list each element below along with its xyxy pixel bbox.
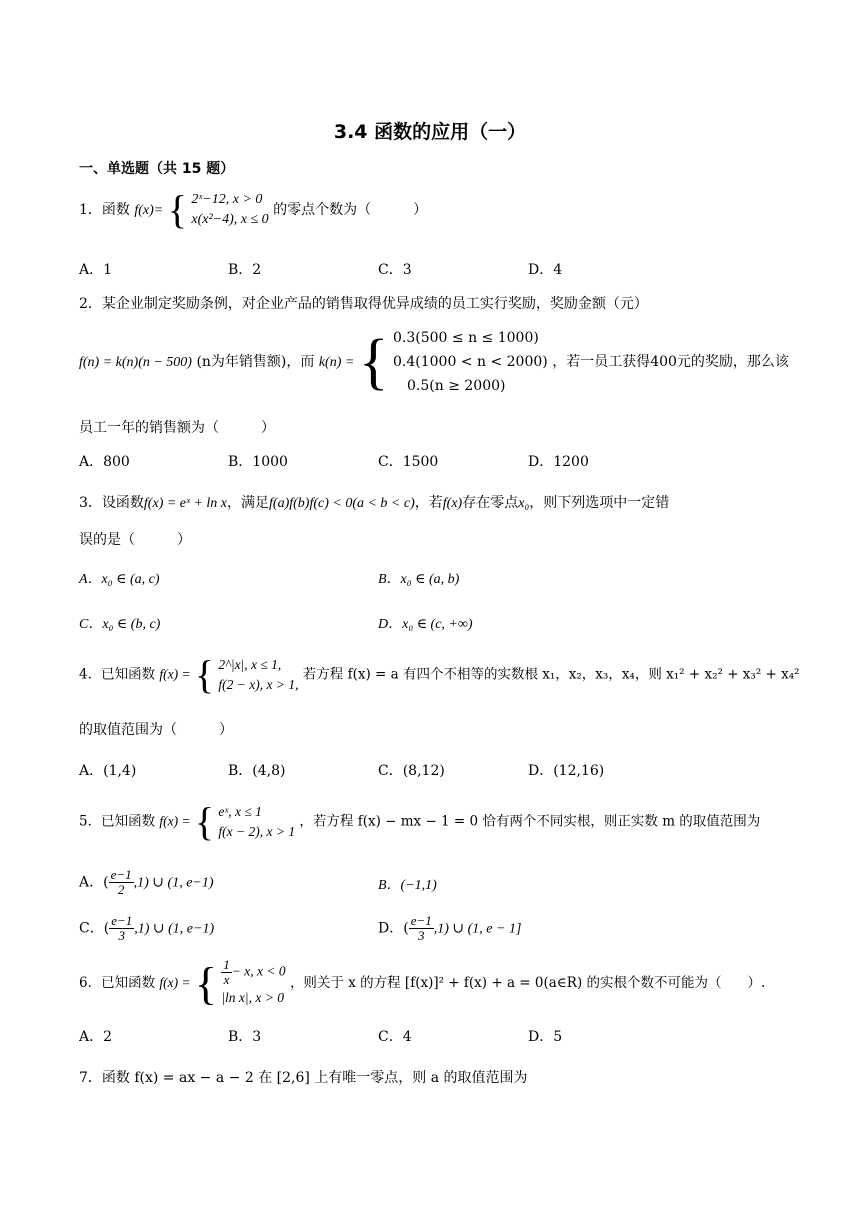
question-2-line-2 (79, 326, 789, 398)
question-6-close: ）. (747, 975, 766, 991)
question-2-cases (393, 326, 548, 398)
question-6-function: f(x) = (159, 975, 191, 990)
question-3-stem: 误的是（ (79, 532, 135, 548)
question-6-option-d: D．5 (528, 1029, 563, 1045)
question-4-close: ） (219, 722, 233, 738)
question-6-cases (221, 958, 285, 1009)
question-5-function: f(x) = (159, 813, 191, 829)
question-6-line-1 (79, 958, 765, 1009)
question-3-fx: f(x) (442, 496, 463, 511)
question-5-option-c-fraction (109, 914, 134, 943)
question-3-text-c: ，若 (414, 495, 443, 511)
question-5-option-d-tail: ,1) ∪ (1, e − 1] (433, 921, 522, 937)
question-6-option-b: B．3 (228, 1029, 262, 1045)
question-2-close: ） (261, 420, 275, 436)
fraction-denominator: 3 (417, 928, 425, 943)
question-6-option-a: A．2 (79, 1029, 113, 1045)
question-4-stem: 的取值范围为（ (79, 722, 177, 738)
question-3-option-d: D．x₀ ∈ (c, +∞) (378, 617, 473, 632)
question-1-function: f(x)= (134, 203, 164, 218)
question-2-stem: 员工一年的销售额为（ (79, 420, 219, 436)
fraction-denominator: x (223, 972, 230, 987)
question-4-number: 4．已知函数 (79, 666, 156, 683)
question-5-option-a: A．( $\frac{e-1}{2}$ ,1) ∪ (1, e−1) (79, 867, 214, 897)
question-3-option-b: B．x₀ ∈ (a, b) (378, 572, 460, 587)
question-3-text-b: ，满足 (227, 495, 270, 511)
question-4-case-1: 2^|x|, x ≤ 1, (218, 657, 282, 672)
question-2-option-b: B．1000 (228, 454, 288, 470)
question-1-option-c: C．3 (378, 262, 412, 278)
question-1-cases (191, 190, 268, 230)
question-4-option-a: A．(1,4) (79, 763, 137, 779)
question-3-option-a: A．x₀ ∈ (a, c) (79, 572, 160, 587)
question-4-line-2 (79, 719, 233, 739)
question-5-option-b: B．(−1,1) (378, 878, 437, 893)
fraction-denominator: 2 (117, 882, 125, 897)
question-5-number: 5．已知函数 (79, 813, 156, 830)
question-3-function: f(x) = eˣ + ln x (143, 496, 228, 511)
question-6-tail: ，则关于 x 的方程 [f(x)]² + f(x) + a = 0(a∈R) 的实根个数不可能为（ (289, 975, 722, 991)
question-1-case-1: 2ˣ−12, x > 0 (191, 192, 263, 207)
question-2-line-3 (79, 417, 275, 437)
question-5-tail: ，若方程 f(x) − mx − 1 = 0 恰有两个不同实根，则正实数 m 的取值范围为 (299, 813, 761, 830)
brace-icon: { (194, 652, 215, 697)
brace-icon: { (194, 799, 215, 844)
question-3-line-1 (79, 492, 669, 512)
question-2-line-1: 2．某企业制定奖励条例，对企业产品的销售取得优异成绩的员工实行奖励，奖励金额（元） (79, 296, 648, 312)
question-6-case-1-tail: − x, x < 0 (231, 963, 286, 979)
question-4-cases (218, 655, 298, 695)
question-2-kn: k(n) = (318, 355, 355, 370)
question-1-close: ） (413, 202, 428, 218)
question-3-line-2 (79, 529, 191, 549)
brace-icon: { (194, 957, 217, 1009)
question-6-option-c: C．4 (378, 1029, 412, 1045)
question-4-option-c: C．(8,12) (378, 763, 445, 779)
question-5-option-d-fraction (409, 914, 434, 943)
fraction-numerator: e−1 (111, 913, 133, 928)
question-5-option-c: C．( $\frac{e-1}{3}$ ,1) ∪ (1, e−1) (79, 913, 215, 943)
question-1-stem: 的零点个数为（ (273, 202, 372, 218)
question-5-line-1 (79, 799, 761, 844)
question-2-mid: (n为年销售额)，而 (196, 354, 315, 370)
question-2-option-a: A．800 (79, 454, 130, 470)
question-3-option-c: C．x₀ ∈ (b, c) (79, 617, 161, 632)
question-5-option-a-fraction (109, 868, 134, 897)
question-5-case-1: eˣ, x ≤ 1 (218, 804, 262, 819)
question-6-case-1-fraction (221, 958, 232, 987)
question-2-formula: f(n) = k(n)(n − 500) (79, 355, 192, 370)
question-3-text-e: ，则下列选项中一定错 (529, 495, 670, 511)
question-4-option-d: D．(12,16) (528, 763, 605, 779)
question-3-x0: x₀ (518, 496, 530, 511)
page-title: 3.4 函数的应用（一） (333, 121, 527, 143)
question-2-case-2: 0.4(1000 < n < 2000) (393, 354, 548, 370)
fraction-denominator: 3 (118, 928, 125, 943)
question-6-case-2: |ln x|, x > 0 (221, 990, 284, 1005)
question-1-case-2: x(x²−4), x ≤ 0 (191, 212, 269, 227)
question-5-cases (218, 802, 295, 842)
question-2-option-c: C．1500 (378, 454, 439, 470)
question-3-condition: f(a)f(b)f(c) < 0(a < b < c) (269, 496, 415, 511)
question-2-case-3: 0.5(n ≥ 2000) (407, 378, 506, 394)
question-4-case-2: f(2 − x), x > 1, (218, 677, 299, 692)
question-4-option-b: B．(4,8) (228, 763, 286, 779)
question-4-line-1 (79, 652, 800, 697)
question-6-case-1 (221, 958, 285, 987)
question-4-function: f(x) = (159, 666, 191, 682)
question-5-option-d: D．( $\frac{e-1}{3}$ ,1) ∪ (1, e − 1] (378, 913, 522, 943)
question-5-case-2: f(x − 2), x > 1 (218, 824, 296, 839)
question-4-tail: 若方程 f(x) = a 有四个不相等的实数根 x₁，x₂，x₃，x₄，则 x₁² + x₂² + x₃² + x₄² (302, 666, 800, 683)
question-5-option-c-tail: ,1) ∪ (1, e−1) (134, 921, 215, 937)
question-7-line-1: 7．函数 f(x) = ax − a − 2 在 [2,6] 上有唯一零点，则 a 的取值范围为 (79, 1070, 528, 1086)
question-3-close: ） (177, 532, 191, 548)
question-1-option-b: B．2 (228, 262, 262, 278)
question-5-option-a-label: A． (79, 874, 104, 891)
question-3-number: 3．设函数 (79, 495, 144, 511)
fraction-numerator: 1 (223, 957, 230, 972)
question-5-option-c-label: C． (79, 920, 104, 937)
brace-icon: { (358, 328, 389, 396)
question-2-case-1: 0.3(500 ≤ n ≤ 1000) (393, 330, 539, 346)
question-1-option-a: A．1 (79, 262, 113, 278)
question-2-tail: ，若一员工获得400元的奖励，那么该 (552, 354, 789, 370)
question-5-option-a-tail: ,1) ∪ (1, e−1) (133, 875, 214, 891)
question-6-number: 6．已知函数 (79, 975, 156, 991)
fraction-numerator: e−1 (110, 867, 132, 882)
question-5-option-d-label: D． (378, 920, 404, 937)
question-2-option-d: D．1200 (528, 454, 589, 470)
question-1 (79, 187, 428, 232)
question-1-number: 1．函数 (79, 202, 130, 218)
fraction-numerator: e−1 (410, 913, 432, 928)
section-heading: 一、单选题（共 15 题） (79, 161, 235, 177)
question-3-text-d: 存在零点 (462, 495, 519, 511)
question-1-option-d: D．4 (528, 262, 563, 278)
brace-icon: { (167, 187, 187, 232)
